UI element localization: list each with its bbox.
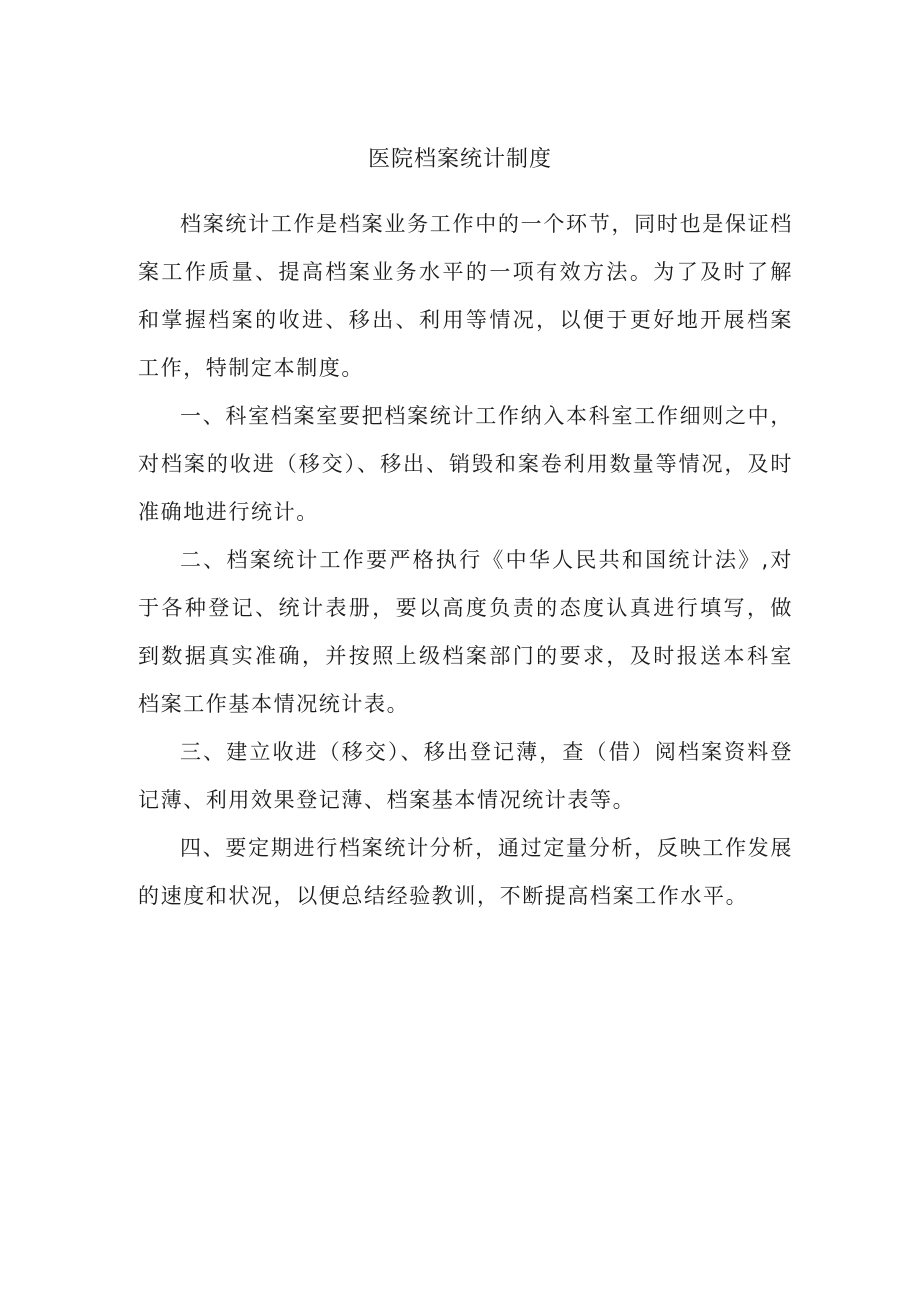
paragraph-item-3: 三、建立收进（移交）、移出登记薄，查（借）阅档案资料登记薄、利用效果登记薄、档案基本情况统计表等。 xyxy=(138,740,793,812)
paragraph-item-1: 一、科室档案室要把档案统计工作纳入本科室工作细则之中，对档案的收进（移交）、移出、销毁和案卷利用数量等情况，及时准确地进行统计。 xyxy=(138,404,793,524)
paragraph-intro: 档案统计工作是档案业务工作中的一个环节，同时也是保证档案工作质量、提高档案业务水平的一项有效方法。为了及时了解和掌握档案的收进、移出、利用等情况，以便于更好地开展档案工作，特制定本制度。 xyxy=(138,212,793,380)
paragraph-item-4: 四、要定期进行档案统计分析，通过定量分析，反映工作发展的速度和状况，以便总结经验教训，不断提高档案工作水平。 xyxy=(138,836,793,908)
document-body xyxy=(138,200,793,920)
document-title: 医院档案统计制度 xyxy=(367,147,552,172)
paragraph-item-2: 二、档案统计工作要严格执行《中华人民共和国统计法》,对于各种登记、统计表册，要以高度负责的态度认真进行填写，做到数据真实准确，并按照上级档案部门的要求，及时报送本科室档案工作基本情况统计表。 xyxy=(138,548,793,716)
